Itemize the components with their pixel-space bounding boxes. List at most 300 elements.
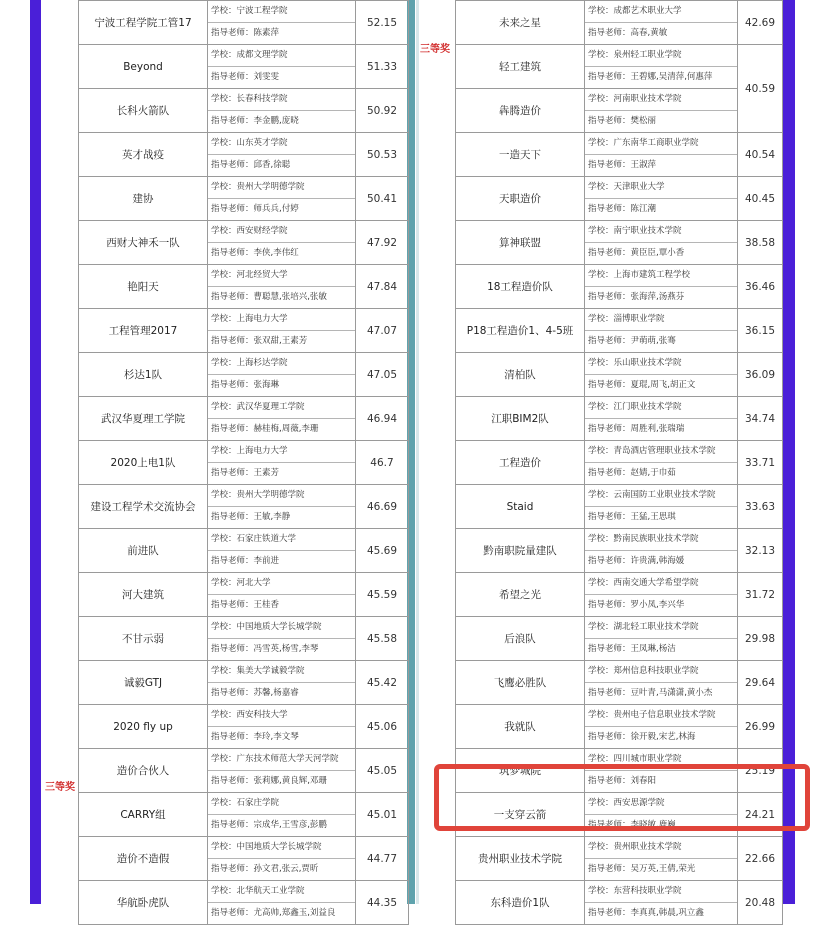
advisor-prefix: 指导老师： [588, 468, 631, 478]
column-divider-shade [416, 0, 419, 904]
school-name: 上海杉达学院 [236, 358, 288, 368]
school-line [585, 133, 737, 155]
advisor-line [585, 683, 737, 704]
advisor-prefix: 指导老师： [211, 776, 254, 786]
advisor-prefix: 指导老师： [211, 468, 254, 478]
advisor-line [585, 23, 737, 44]
school-line [585, 353, 737, 375]
school-line [208, 529, 355, 551]
right-results-table [455, 0, 783, 925]
team-name: 工程管理2017 [79, 309, 208, 353]
score: 34.74 [738, 397, 783, 441]
school-line [208, 441, 355, 463]
school-prefix: 学校： [588, 798, 614, 808]
team-info [585, 749, 738, 793]
advisor-line [585, 507, 737, 528]
team-info [585, 309, 738, 353]
team-name: 未来之星 [456, 1, 585, 45]
team-name: 东科造价1队 [456, 881, 585, 925]
score: 36.46 [738, 265, 783, 309]
advisor-line [585, 199, 737, 220]
school-prefix: 学校： [211, 226, 237, 236]
school-name: 贵州大学明德学院 [236, 490, 305, 500]
school-name: 石家庄铁道大学 [236, 534, 297, 544]
advisor-names: 徐开毅,宋艺,林海 [630, 732, 696, 742]
team-name: 西财大神禾一队 [79, 221, 208, 265]
school-prefix: 学校： [211, 754, 237, 764]
table-row [456, 397, 783, 441]
team-info [208, 441, 356, 485]
score: 31.72 [738, 573, 783, 617]
advisor-prefix: 指导老师： [211, 512, 254, 522]
team-name: 2020 fly up [79, 705, 208, 749]
team-name: 黔南职院量建队 [456, 529, 585, 573]
advisor-names: 樊松丽 [630, 116, 657, 126]
advisor-names: 苏馨,杨嘉睿 [253, 688, 299, 698]
school-prefix: 学校： [211, 314, 237, 324]
team-name: 天职造价 [456, 177, 585, 221]
table-row [456, 485, 783, 529]
team-info [208, 265, 356, 309]
score: 50.53 [356, 133, 409, 177]
score: 33.71 [738, 441, 783, 485]
score: 24.21 [738, 793, 783, 837]
school-name: 成都艺术职业大学 [613, 6, 682, 16]
table-row [456, 177, 783, 221]
team-name: 希望之光 [456, 573, 585, 617]
school-line [585, 45, 737, 67]
school-prefix: 学校： [211, 402, 237, 412]
advisor-prefix: 指导老师： [588, 248, 631, 258]
advisor-prefix: 指导老师： [588, 644, 631, 654]
score: 45.06 [356, 705, 409, 749]
school-prefix: 学校： [588, 358, 614, 368]
advisor-names: 周胜利,张瑞瑞 [630, 424, 685, 434]
team-name: 江职BIM2队 [456, 397, 585, 441]
school-name: 集美大学诚毅学院 [236, 666, 305, 676]
advisor-prefix: 指导老师： [211, 380, 254, 390]
team-info [208, 133, 356, 177]
score: 25.19 [738, 749, 783, 793]
team-info [208, 309, 356, 353]
advisor-line [208, 463, 355, 484]
school-line [585, 573, 737, 595]
school-line [585, 881, 737, 903]
team-info [585, 705, 738, 749]
team-name: 我就队 [456, 705, 585, 749]
table-row [79, 177, 409, 221]
school-name: 武汉华夏理工学院 [236, 402, 305, 412]
advisor-line [585, 903, 737, 924]
advisor-names: 邱香,徐聪 [253, 160, 291, 170]
advisor-prefix: 指导老师： [588, 732, 631, 742]
table-row [79, 749, 409, 793]
table-row [79, 309, 409, 353]
school-prefix: 学校： [211, 622, 237, 632]
school-line [585, 265, 737, 287]
advisor-prefix: 指导老师： [211, 292, 254, 302]
advisor-prefix: 指导老师： [588, 292, 631, 302]
score: 51.33 [356, 45, 409, 89]
advisor-line [208, 595, 355, 616]
school-name: 贵州电子信息职业技术学院 [613, 710, 716, 720]
advisor-prefix: 指导老师： [211, 116, 254, 126]
score: 36.09 [738, 353, 783, 397]
team-info [208, 617, 356, 661]
school-prefix: 学校： [588, 314, 614, 324]
school-name: 乐山职业技术学院 [613, 358, 682, 368]
advisor-names: 刘春阳 [630, 776, 657, 786]
score: 26.99 [738, 705, 783, 749]
advisor-names: 李前进 [253, 556, 280, 566]
school-line [585, 89, 737, 111]
team-info [208, 45, 356, 89]
advisor-names: 李晓敏,鹿巍 [630, 820, 676, 830]
advisor-names: 刘雯雯 [253, 72, 280, 82]
team-name: 后浪队 [456, 617, 585, 661]
advisor-prefix: 指导老师： [211, 644, 254, 654]
advisor-line [585, 67, 737, 88]
table-row [456, 89, 783, 133]
table-row [79, 221, 409, 265]
school-line [208, 353, 355, 375]
team-name: 一支穿云箭 [456, 793, 585, 837]
advisor-names: 师兵兵,付婷 [253, 204, 299, 214]
school-prefix: 学校： [211, 50, 237, 60]
score: 40.54 [738, 133, 783, 177]
table-row [456, 353, 783, 397]
team-info [208, 89, 356, 133]
school-prefix: 学校： [211, 94, 237, 104]
team-name: 河大建筑 [79, 573, 208, 617]
advisor-prefix: 指导老师： [588, 380, 631, 390]
school-line [585, 793, 737, 815]
advisor-names: 陈江潮 [630, 204, 657, 214]
score: 46.94 [356, 397, 409, 441]
table-row [79, 45, 409, 89]
advisor-prefix: 指导老师： [211, 204, 254, 214]
school-name: 河北大学 [236, 578, 271, 588]
score: 38.58 [738, 221, 783, 265]
advisor-prefix: 指导老师： [588, 424, 631, 434]
school-name: 黔南民族职业技术学院 [613, 534, 699, 544]
school-line [585, 617, 737, 639]
school-line [585, 441, 737, 463]
score: 32.13 [738, 529, 783, 573]
team-name: 轻工建筑 [456, 45, 585, 89]
advisor-prefix: 指导老师： [211, 160, 254, 170]
team-name: 华航卧虎队 [79, 881, 208, 925]
school-line [208, 881, 355, 903]
score: 46.69 [356, 485, 409, 529]
team-info [208, 661, 356, 705]
team-info [208, 221, 356, 265]
advisor-prefix: 指导老师： [211, 28, 254, 38]
table-row [456, 45, 783, 89]
advisor-line [208, 859, 355, 880]
score: 44.77 [356, 837, 409, 881]
table-row [456, 617, 783, 661]
team-info [585, 177, 738, 221]
team-name: 清柏队 [456, 353, 585, 397]
advisor-line [208, 23, 355, 44]
team-name: 艳阳天 [79, 265, 208, 309]
advisor-prefix: 指导老师： [211, 72, 254, 82]
school-prefix: 学校： [588, 402, 614, 412]
school-line [208, 485, 355, 507]
advisor-line [208, 551, 355, 572]
advisor-prefix: 指导老师： [211, 336, 254, 346]
team-name: 一造天下 [456, 133, 585, 177]
team-name: Staid [456, 485, 585, 529]
school-name: 中国地质大学长城学院 [236, 622, 322, 632]
table-row [79, 133, 409, 177]
score: 45.69 [356, 529, 409, 573]
advisor-prefix: 指导老师： [211, 556, 254, 566]
table-row [456, 1, 783, 45]
team-name: 长科火箭队 [79, 89, 208, 133]
team-info [585, 661, 738, 705]
team-info [585, 617, 738, 661]
team-info [585, 221, 738, 265]
school-prefix: 学校： [588, 490, 614, 500]
team-info [208, 749, 356, 793]
school-prefix: 学校： [588, 226, 614, 236]
school-name: 贵州职业技术学院 [613, 842, 682, 852]
school-line [208, 705, 355, 727]
team-info [208, 353, 356, 397]
team-name: 筑梦城院 [456, 749, 585, 793]
advisor-prefix: 指导老师： [211, 688, 254, 698]
advisor-line [585, 331, 737, 352]
score: 42.69 [738, 1, 783, 45]
advisor-names: 冯雪英,杨雪,李琴 [253, 644, 319, 654]
score: 47.05 [356, 353, 409, 397]
advisor-line [208, 815, 355, 836]
school-name: 广东南华工商职业学院 [613, 138, 699, 148]
school-prefix: 学校： [211, 842, 237, 852]
award-label-right: 三等奖 [420, 44, 450, 55]
team-info [585, 837, 738, 881]
score: 29.64 [738, 661, 783, 705]
school-prefix: 学校： [588, 94, 614, 104]
team-name: 造价不造假 [79, 837, 208, 881]
team-info [585, 353, 738, 397]
score: 44.35 [356, 881, 409, 925]
advisor-names: 王淑萍 [630, 160, 657, 170]
advisor-prefix: 指导老师： [588, 72, 631, 82]
score: 50.41 [356, 177, 409, 221]
team-info [208, 573, 356, 617]
table-row [456, 133, 783, 177]
advisor-names: 张双甜,王素芳 [253, 336, 308, 346]
school-name: 淄博职业学院 [613, 314, 665, 324]
team-name: 建协 [79, 177, 208, 221]
table-row [79, 89, 409, 133]
advisor-names: 宗成华,王雪彦,彭鹏 [253, 820, 327, 830]
school-name: 南宁职业技术学院 [613, 226, 682, 236]
table-row [79, 353, 409, 397]
school-prefix: 学校： [211, 358, 237, 368]
table-row [79, 573, 409, 617]
advisor-line [585, 815, 737, 836]
advisor-names: 高春,黄敏 [630, 28, 668, 38]
school-line [585, 529, 737, 551]
team-name: 武汉华夏理工学院 [79, 397, 208, 441]
score: 50.92 [356, 89, 409, 133]
score: 36.15 [738, 309, 783, 353]
team-name: 宁波工程学院工管17 [79, 1, 208, 45]
advisor-names: 王敏,李静 [253, 512, 291, 522]
score: 46.7 [356, 441, 409, 485]
score: 40.59 [738, 45, 783, 133]
school-name: 贵州大学明德学院 [236, 182, 305, 192]
school-line [585, 749, 737, 771]
team-info [208, 485, 356, 529]
school-prefix: 学校： [211, 138, 237, 148]
school-name: 上海电力大学 [236, 446, 288, 456]
advisor-line [208, 771, 355, 792]
advisor-prefix: 指导老师： [588, 160, 631, 170]
school-line [585, 705, 737, 727]
school-line [585, 661, 737, 683]
advisor-names: 罗小凤,李兴华 [630, 600, 685, 610]
score: 33.63 [738, 485, 783, 529]
team-info [208, 793, 356, 837]
score: 29.98 [738, 617, 783, 661]
school-prefix: 学校： [588, 6, 614, 16]
advisor-names: 王碧娜,吴清萍,何惠萍 [630, 72, 713, 82]
advisor-names: 尹萌萌,张骞 [630, 336, 676, 346]
team-name: 工程造价 [456, 441, 585, 485]
advisor-line [208, 727, 355, 748]
school-name: 天津职业大学 [613, 182, 665, 192]
table-row [79, 837, 409, 881]
advisor-names: 李玲,李文琴 [253, 732, 299, 742]
team-name: 飞鹰必胜队 [456, 661, 585, 705]
advisor-prefix: 指导老师： [588, 204, 631, 214]
advisor-line [585, 287, 737, 308]
score: 45.01 [356, 793, 409, 837]
school-name: 西安科技大学 [236, 710, 288, 720]
advisor-line [208, 375, 355, 396]
advisor-names: 吴万英,王倩,荣光 [630, 864, 696, 874]
advisor-prefix: 指导老师： [211, 820, 254, 830]
advisor-prefix: 指导老师： [588, 688, 631, 698]
left-frame-bar [30, 0, 41, 904]
school-line [208, 397, 355, 419]
team-info [585, 793, 738, 837]
table-row [456, 221, 783, 265]
team-name: 犇腾造价 [456, 89, 585, 133]
school-line [208, 89, 355, 111]
table-row [456, 881, 783, 925]
school-name: 河南职业技术学院 [613, 94, 682, 104]
school-line [208, 177, 355, 199]
school-prefix: 学校： [588, 710, 614, 720]
school-line [208, 221, 355, 243]
school-name: 西安思源学院 [613, 798, 665, 808]
school-line [208, 133, 355, 155]
table-row [79, 529, 409, 573]
advisor-prefix: 指导老师： [588, 776, 631, 786]
advisor-prefix: 指导老师： [588, 600, 631, 610]
score: 47.84 [356, 265, 409, 309]
team-info [585, 881, 738, 925]
advisor-prefix: 指导老师： [588, 556, 631, 566]
school-prefix: 学校： [588, 50, 614, 60]
advisor-line [208, 199, 355, 220]
school-name: 北华航天工业学院 [236, 886, 305, 896]
team-info [585, 89, 738, 133]
team-name: CARRY组 [79, 793, 208, 837]
school-name: 长春科技学院 [236, 94, 288, 104]
advisor-names: 陈素萍 [253, 28, 280, 38]
team-name: 杉达1队 [79, 353, 208, 397]
advisor-names: 张莉娜,黄良辉,邓珊 [253, 776, 327, 786]
table-row [79, 617, 409, 661]
school-prefix: 学校： [211, 710, 237, 720]
table-row [456, 573, 783, 617]
team-info [585, 397, 738, 441]
advisor-line [585, 551, 737, 572]
school-prefix: 学校： [588, 842, 614, 852]
team-info [208, 397, 356, 441]
school-name: 上海市建筑工程学校 [613, 270, 691, 280]
school-prefix: 学校： [588, 886, 614, 896]
school-name: 宁波工程学院 [236, 6, 288, 16]
advisor-names: 王素芳 [253, 468, 280, 478]
team-info [585, 529, 738, 573]
score: 52.15 [356, 1, 409, 45]
school-line [208, 617, 355, 639]
advisor-prefix: 指导老师： [211, 600, 254, 610]
table-row [456, 749, 783, 793]
table-row [456, 309, 783, 353]
team-name: 英才战疫 [79, 133, 208, 177]
score: 22.66 [738, 837, 783, 881]
right-frame-bar [783, 0, 795, 904]
school-prefix: 学校： [588, 666, 614, 676]
table-row [79, 1, 409, 45]
advisor-names: 孙文君,张云,贾昕 [253, 864, 319, 874]
score: 40.45 [738, 177, 783, 221]
team-name: 建设工程学术交流协会 [79, 485, 208, 529]
team-info [208, 881, 356, 925]
team-info [208, 837, 356, 881]
school-name: 东营科技职业学院 [613, 886, 682, 896]
score: 45.58 [356, 617, 409, 661]
score: 47.07 [356, 309, 409, 353]
school-name: 西安财经学院 [236, 226, 288, 236]
school-line [208, 573, 355, 595]
advisor-line [585, 111, 737, 132]
school-line [208, 793, 355, 815]
advisor-line [585, 771, 737, 792]
school-prefix: 学校： [211, 270, 237, 280]
school-line [208, 1, 355, 23]
school-name: 山东英才学院 [236, 138, 288, 148]
school-prefix: 学校： [588, 534, 614, 544]
school-prefix: 学校： [211, 534, 237, 544]
school-prefix: 学校： [211, 490, 237, 500]
table-row [456, 661, 783, 705]
advisor-line [208, 155, 355, 176]
advisor-names: 李金鹏,庞晓 [253, 116, 299, 126]
advisor-line [208, 287, 355, 308]
score: 47.92 [356, 221, 409, 265]
school-prefix: 学校： [588, 622, 614, 632]
